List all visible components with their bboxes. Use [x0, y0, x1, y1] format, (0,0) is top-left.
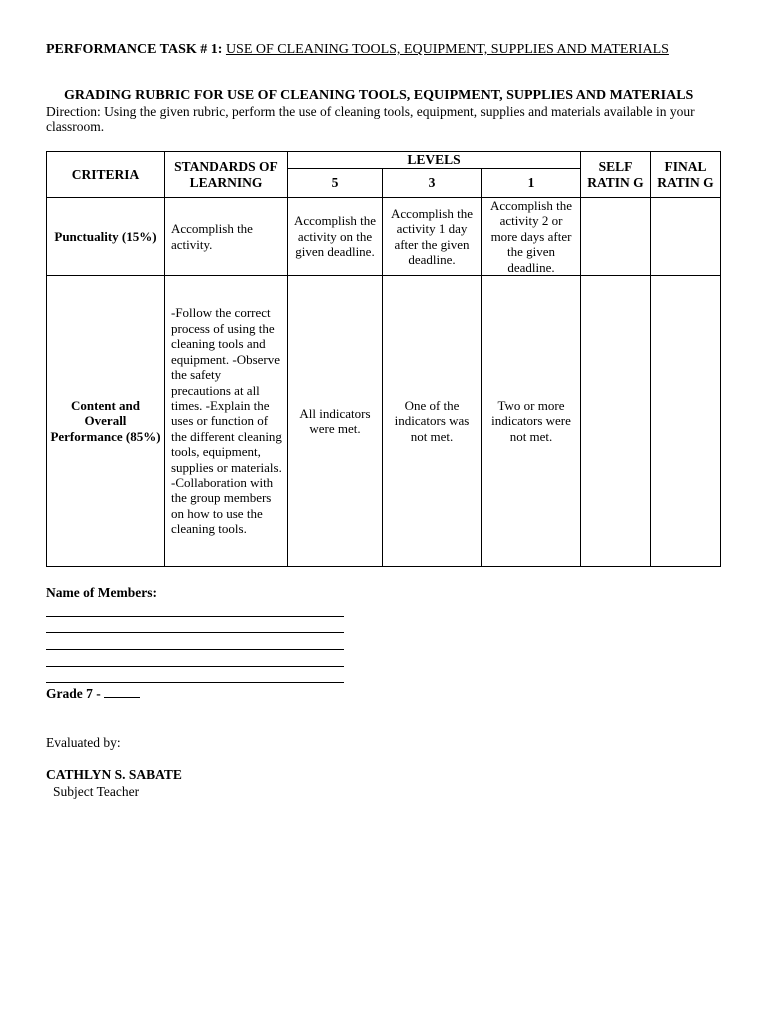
members-label: Name of Members:	[46, 585, 157, 600]
self-rating-cell[interactable]	[581, 276, 651, 567]
self-rating-cell[interactable]	[581, 198, 651, 276]
member-name-line[interactable]	[46, 649, 344, 650]
level-3-header: 3	[383, 169, 482, 198]
table-row	[47, 198, 721, 276]
criteria-cell: Punctuality (15%)	[47, 198, 165, 276]
performance-task-title	[46, 42, 669, 58]
task-label: PERFORMANCE TASK # 1:	[46, 42, 223, 57]
member-name-line[interactable]	[46, 682, 344, 683]
direction-text: Direction: Using the given rubric, perform the use of cleaning tools, equipment, supplies and materials available in your classroom.	[46, 104, 695, 134]
level-5-cell: All indicators were met.	[288, 276, 383, 567]
teacher-role: Subject Teacher	[53, 784, 140, 799]
grade-section	[46, 685, 140, 702]
grading-rubric-table	[46, 151, 721, 567]
level-1-cell: Accomplish the activity 2 or more days after the given deadline.	[482, 198, 581, 276]
criteria-cell: Content and Overall Performance (85%)	[47, 276, 165, 567]
criteria-header: CRITERIA	[47, 152, 165, 198]
standards-header: STANDARDS OF LEARNING	[165, 152, 288, 198]
grade-section-blank[interactable]	[104, 685, 140, 698]
teacher-name: CATHLYN S. SABATE	[46, 767, 182, 782]
levels-header: LEVELS	[288, 152, 581, 169]
rubric-title: GRADING RUBRIC FOR USE OF CLEANING TOOLS, EQUIPMENT, SUPPLIES AND MATERIALS	[64, 88, 694, 103]
final-rating-cell[interactable]	[651, 276, 721, 567]
table-header-row	[47, 152, 721, 169]
level-5-header: 5	[288, 169, 383, 198]
member-name-line[interactable]	[46, 632, 344, 633]
standards-cell: Accomplish the activity.	[165, 198, 288, 276]
level-5-cell: Accomplish the activity on the given deadline.	[288, 198, 383, 276]
level-1-header: 1	[482, 169, 581, 198]
member-name-line[interactable]	[46, 666, 344, 667]
final-rating-cell[interactable]	[651, 198, 721, 276]
level-1-cell: Two or more indicators were not met.	[482, 276, 581, 567]
self-rating-header: SELF RATIN G	[581, 152, 651, 198]
table-row	[47, 276, 721, 567]
level-3-cell: One of the indicators was not met.	[383, 276, 482, 567]
task-topic: USE OF CLEANING TOOLS, EQUIPMENT, SUPPLIES AND MATERIALS	[225, 42, 669, 57]
level-3-cell: Accomplish the activity 1 day after the given deadline.	[383, 198, 482, 276]
evaluated-by-label: Evaluated by:	[46, 735, 121, 750]
final-rating-header: FINAL RATIN G	[651, 152, 721, 198]
member-name-line[interactable]	[46, 616, 344, 617]
grade-label: Grade 7 -	[46, 686, 101, 701]
standards-cell: -Follow the correct process of using the cleaning tools and equipment. -Observe the safety precautions at all times. -Explain the uses or function of the different cleaning tools, equipment, supplies or materials. -Collaboration with the group members on how to use the cleaning tools.	[165, 276, 288, 567]
